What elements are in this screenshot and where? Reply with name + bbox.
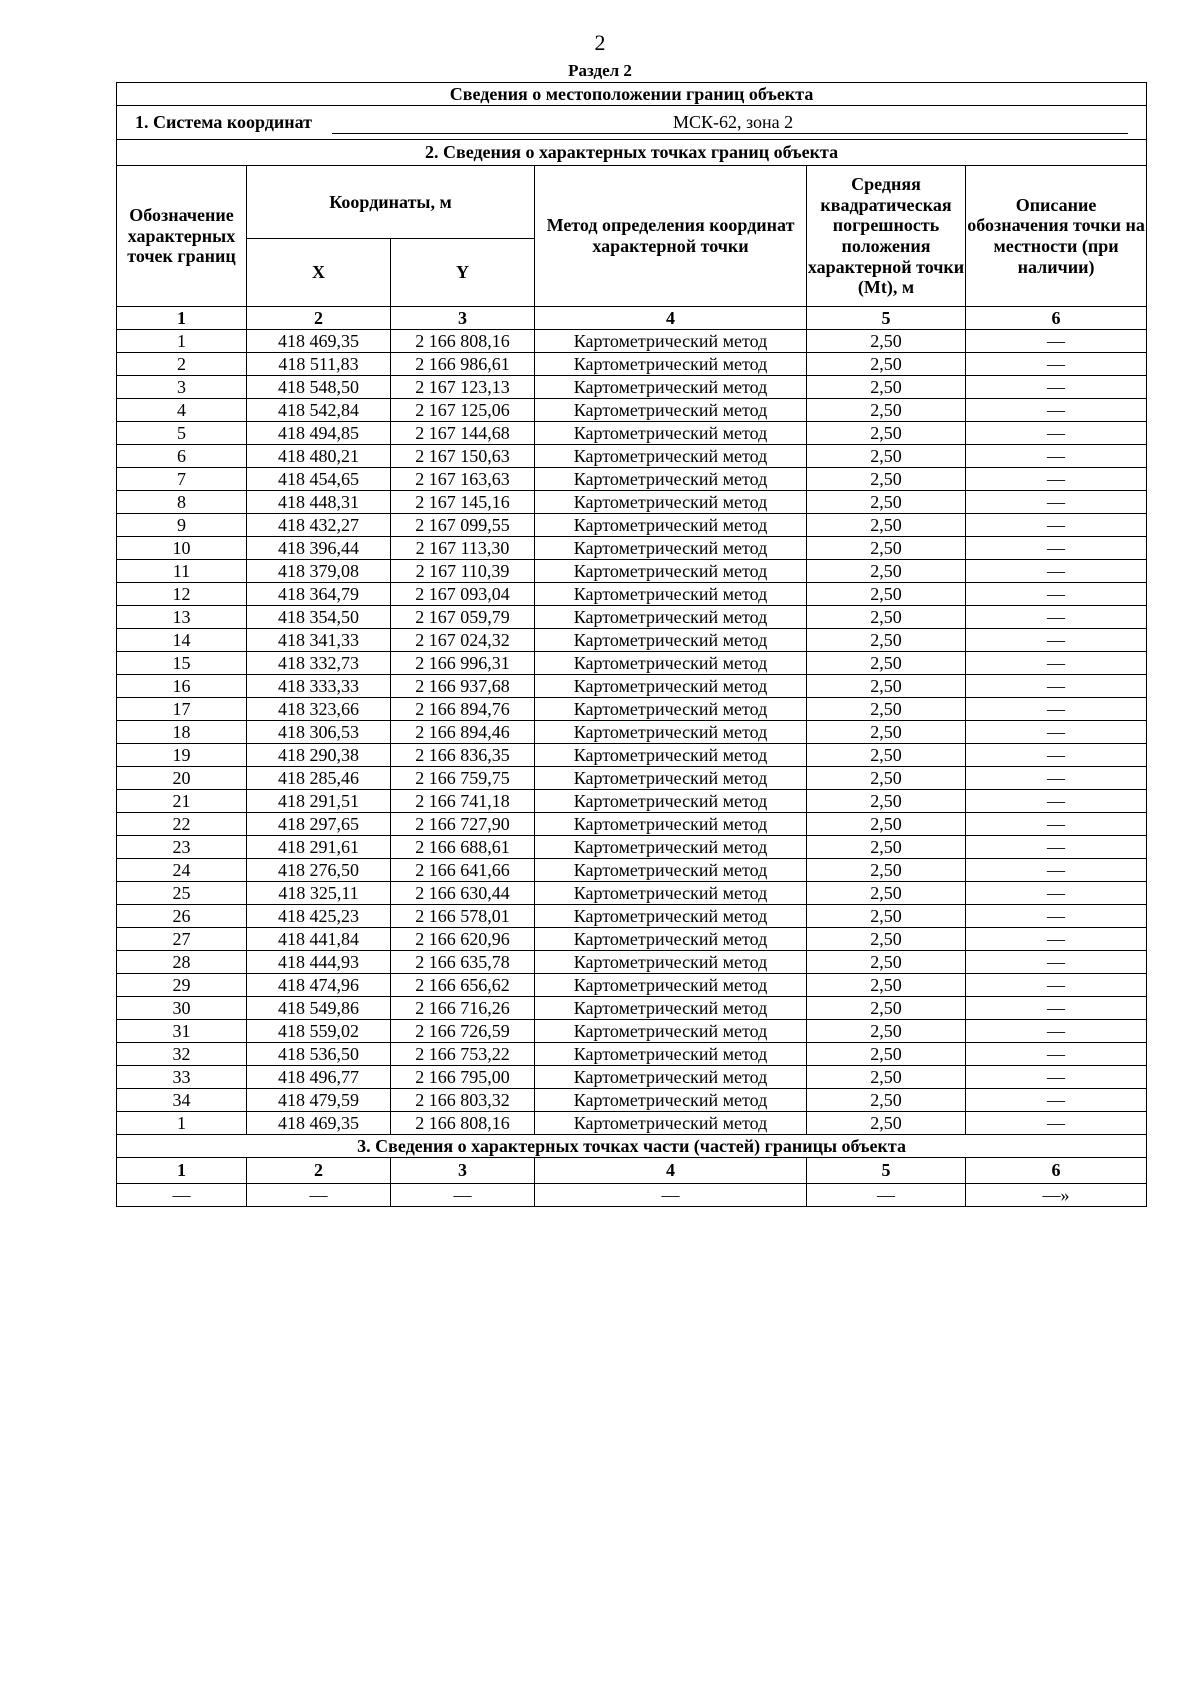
point-y: 2 167 059,79 xyxy=(391,606,535,629)
col-coords-header: Координаты, м xyxy=(247,166,535,239)
point-x: 418 469,35 xyxy=(247,330,391,353)
point-method: Картометрический метод xyxy=(535,560,807,583)
point-x: 418 306,53 xyxy=(247,721,391,744)
point-method: Картометрический метод xyxy=(535,859,807,882)
point-x: 418 536,50 xyxy=(247,1043,391,1066)
part-cell: —» xyxy=(966,1184,1147,1207)
point-y: 2 167 125,06 xyxy=(391,399,535,422)
table-row xyxy=(117,951,1147,974)
point-method: Картометрический метод xyxy=(535,767,807,790)
col-method-header: Метод определения координат характерной точки xyxy=(535,166,807,307)
column-number: 6 xyxy=(966,1158,1147,1184)
point-x: 418 332,73 xyxy=(247,652,391,675)
point-method: Картометрический метод xyxy=(535,445,807,468)
point-mt: 2,50 xyxy=(807,1089,966,1112)
point-number: 8 xyxy=(117,491,247,514)
point-y: 2 166 688,61 xyxy=(391,836,535,859)
point-method: Картометрический метод xyxy=(535,514,807,537)
point-number: 32 xyxy=(117,1043,247,1066)
point-y: 2 166 727,90 xyxy=(391,813,535,836)
point-method: Картометрический метод xyxy=(535,675,807,698)
point-description: — xyxy=(966,882,1147,905)
table-row xyxy=(117,997,1147,1020)
point-x: 418 432,27 xyxy=(247,514,391,537)
point-number: 7 xyxy=(117,468,247,491)
point-number: 2 xyxy=(117,353,247,376)
point-description: — xyxy=(966,859,1147,882)
point-description: — xyxy=(966,905,1147,928)
point-number: 30 xyxy=(117,997,247,1020)
col-y-header: Y xyxy=(391,239,535,307)
point-y: 2 166 620,96 xyxy=(391,928,535,951)
point-description: — xyxy=(966,445,1147,468)
point-y: 2 167 145,16 xyxy=(391,491,535,514)
point-mt: 2,50 xyxy=(807,583,966,606)
point-y: 2 166 795,00 xyxy=(391,1066,535,1089)
point-number: 27 xyxy=(117,928,247,951)
point-method: Картометрический метод xyxy=(535,1043,807,1066)
point-description: — xyxy=(966,767,1147,790)
point-mt: 2,50 xyxy=(807,491,966,514)
point-number: 33 xyxy=(117,1066,247,1089)
table-row xyxy=(117,468,1147,491)
point-method: Картометрический метод xyxy=(535,721,807,744)
column-numbers-row xyxy=(117,307,1147,330)
table-header: Сведения о местоположении границ объекта xyxy=(117,83,1147,106)
point-mt: 2,50 xyxy=(807,928,966,951)
point-x: 418 354,50 xyxy=(247,606,391,629)
subsection-2-title: 2. Сведения о характерных точках границ объекта xyxy=(117,140,1147,166)
point-x: 418 479,59 xyxy=(247,1089,391,1112)
point-x: 418 494,85 xyxy=(247,422,391,445)
point-mt: 2,50 xyxy=(807,1043,966,1066)
table-row xyxy=(117,882,1147,905)
point-number: 29 xyxy=(117,974,247,997)
point-y: 2 166 894,76 xyxy=(391,698,535,721)
point-description: — xyxy=(966,330,1147,353)
part-cell: — xyxy=(247,1184,391,1207)
point-method: Картометрический метод xyxy=(535,1066,807,1089)
point-number: 11 xyxy=(117,560,247,583)
section-title: Раздел 2 xyxy=(568,61,632,80)
point-method: Картометрический метод xyxy=(535,790,807,813)
point-mt: 2,50 xyxy=(807,997,966,1020)
point-description: — xyxy=(966,514,1147,537)
column-number: 3 xyxy=(391,1158,535,1184)
point-description: — xyxy=(966,1089,1147,1112)
point-number: 20 xyxy=(117,767,247,790)
point-x: 418 559,02 xyxy=(247,1020,391,1043)
point-y: 2 167 113,30 xyxy=(391,537,535,560)
point-method: Картометрический метод xyxy=(535,330,807,353)
point-x: 418 469,35 xyxy=(247,1112,391,1135)
subsection-3-title: 3. Сведения о характерных точках части (частей) границы объекта xyxy=(117,1135,1147,1158)
point-x: 418 496,77 xyxy=(247,1066,391,1089)
point-description: — xyxy=(966,951,1147,974)
point-mt: 2,50 xyxy=(807,353,966,376)
point-x: 418 341,33 xyxy=(247,629,391,652)
column-number: 2 xyxy=(247,1158,391,1184)
point-mt: 2,50 xyxy=(807,560,966,583)
point-number: 19 xyxy=(117,744,247,767)
point-mt: 2,50 xyxy=(807,974,966,997)
point-x: 418 549,86 xyxy=(247,997,391,1020)
point-x: 418 542,84 xyxy=(247,399,391,422)
point-x: 418 425,23 xyxy=(247,905,391,928)
point-mt: 2,50 xyxy=(807,399,966,422)
point-y: 2 166 726,59 xyxy=(391,1020,535,1043)
point-x: 418 379,08 xyxy=(247,560,391,583)
point-number: 12 xyxy=(117,583,247,606)
point-y: 2 167 099,55 xyxy=(391,514,535,537)
point-number: 4 xyxy=(117,399,247,422)
point-number: 9 xyxy=(117,514,247,537)
point-description: — xyxy=(966,997,1147,1020)
column-number: 1 xyxy=(117,1158,247,1184)
col-error-header: Средняя квадратическая погрешность положения характерной точки (Mt), м xyxy=(807,166,966,307)
point-mt: 2,50 xyxy=(807,859,966,882)
table-row xyxy=(117,583,1147,606)
point-method: Картометрический метод xyxy=(535,353,807,376)
point-mt: 2,50 xyxy=(807,606,966,629)
point-mt: 2,50 xyxy=(807,951,966,974)
point-number: 3 xyxy=(117,376,247,399)
point-x: 418 396,44 xyxy=(247,537,391,560)
point-method: Картометрический метод xyxy=(535,744,807,767)
point-mt: 2,50 xyxy=(807,468,966,491)
point-mt: 2,50 xyxy=(807,1020,966,1043)
table-row xyxy=(117,675,1147,698)
point-y: 2 166 578,01 xyxy=(391,905,535,928)
table-row xyxy=(117,330,1147,353)
point-mt: 2,50 xyxy=(807,698,966,721)
point-number: 10 xyxy=(117,537,247,560)
point-number: 15 xyxy=(117,652,247,675)
point-description: — xyxy=(966,675,1147,698)
point-method: Картометрический метод xyxy=(535,951,807,974)
table-row xyxy=(117,514,1147,537)
point-method: Картометрический метод xyxy=(535,606,807,629)
table-row xyxy=(117,859,1147,882)
point-number: 22 xyxy=(117,813,247,836)
part-cell: — xyxy=(117,1184,247,1207)
point-y: 2 167 163,63 xyxy=(391,468,535,491)
point-x: 418 325,11 xyxy=(247,882,391,905)
col-x-header: X xyxy=(247,239,391,307)
table-row xyxy=(117,422,1147,445)
column-number: 4 xyxy=(535,1158,807,1184)
point-y: 2 167 093,04 xyxy=(391,583,535,606)
point-method: Картометрический метод xyxy=(535,905,807,928)
point-method: Картометрический метод xyxy=(535,974,807,997)
point-mt: 2,50 xyxy=(807,813,966,836)
part-row xyxy=(117,1184,1147,1207)
point-method: Картометрический метод xyxy=(535,698,807,721)
table-row xyxy=(117,376,1147,399)
table-row xyxy=(117,721,1147,744)
table-row xyxy=(117,560,1147,583)
table-row xyxy=(117,767,1147,790)
point-mt: 2,50 xyxy=(807,376,966,399)
point-number: 23 xyxy=(117,836,247,859)
point-y: 2 166 741,18 xyxy=(391,790,535,813)
point-description: — xyxy=(966,813,1147,836)
point-y: 2 167 123,13 xyxy=(391,376,535,399)
point-description: — xyxy=(966,560,1147,583)
point-number: 28 xyxy=(117,951,247,974)
point-mt: 2,50 xyxy=(807,790,966,813)
point-number: 21 xyxy=(117,790,247,813)
point-description: — xyxy=(966,721,1147,744)
point-y: 2 166 808,16 xyxy=(391,1112,535,1135)
column-number: 2 xyxy=(247,307,391,330)
point-mt: 2,50 xyxy=(807,652,966,675)
point-method: Картометрический метод xyxy=(535,928,807,951)
table-row xyxy=(117,445,1147,468)
point-number: 18 xyxy=(117,721,247,744)
point-method: Картометрический метод xyxy=(535,813,807,836)
point-method: Картометрический метод xyxy=(535,376,807,399)
point-x: 418 364,79 xyxy=(247,583,391,606)
point-number: 26 xyxy=(117,905,247,928)
table-row xyxy=(117,928,1147,951)
column-number: 5 xyxy=(807,307,966,330)
point-y: 2 167 150,63 xyxy=(391,445,535,468)
point-x: 418 448,31 xyxy=(247,491,391,514)
point-description: — xyxy=(966,790,1147,813)
point-method: Картометрический метод xyxy=(535,537,807,560)
point-y: 2 167 110,39 xyxy=(391,560,535,583)
table-row xyxy=(117,606,1147,629)
point-x: 418 548,50 xyxy=(247,376,391,399)
point-description: — xyxy=(966,422,1147,445)
point-x: 418 291,61 xyxy=(247,836,391,859)
table-row xyxy=(117,353,1147,376)
point-number: 14 xyxy=(117,629,247,652)
table-row xyxy=(117,491,1147,514)
point-x: 418 285,46 xyxy=(247,767,391,790)
point-method: Картометрический метод xyxy=(535,652,807,675)
point-mt: 2,50 xyxy=(807,330,966,353)
point-x: 418 441,84 xyxy=(247,928,391,951)
column-number: 5 xyxy=(807,1158,966,1184)
col-description-header: Описание обозначения точки на местности (при наличии) xyxy=(966,166,1147,307)
point-method: Картометрический метод xyxy=(535,1020,807,1043)
column-number: 1 xyxy=(117,307,247,330)
coordinate-system-value: МСК-62, зона 2 xyxy=(332,111,1128,134)
table-row xyxy=(117,399,1147,422)
point-x: 418 474,96 xyxy=(247,974,391,997)
point-method: Картометрический метод xyxy=(535,1089,807,1112)
point-mt: 2,50 xyxy=(807,905,966,928)
part-column-numbers-row xyxy=(117,1158,1147,1184)
point-method: Картометрический метод xyxy=(535,399,807,422)
column-number: 3 xyxy=(391,307,535,330)
point-method: Картометрический метод xyxy=(535,1112,807,1135)
point-number: 1 xyxy=(117,330,247,353)
table-row xyxy=(117,813,1147,836)
point-description: — xyxy=(966,836,1147,859)
point-x: 418 290,38 xyxy=(247,744,391,767)
point-method: Картометрический метод xyxy=(535,422,807,445)
point-y: 2 167 024,32 xyxy=(391,629,535,652)
point-y: 2 166 937,68 xyxy=(391,675,535,698)
point-description: — xyxy=(966,606,1147,629)
part-cell: — xyxy=(807,1184,966,1207)
table-row xyxy=(117,744,1147,767)
point-mt: 2,50 xyxy=(807,629,966,652)
point-mt: 2,50 xyxy=(807,744,966,767)
point-description: — xyxy=(966,652,1147,675)
point-y: 2 166 630,44 xyxy=(391,882,535,905)
point-method: Картометрический метод xyxy=(535,583,807,606)
table-row xyxy=(117,537,1147,560)
table-row xyxy=(117,1043,1147,1066)
point-x: 418 333,33 xyxy=(247,675,391,698)
point-number: 6 xyxy=(117,445,247,468)
table-row xyxy=(117,698,1147,721)
point-mt: 2,50 xyxy=(807,675,966,698)
point-description: — xyxy=(966,491,1147,514)
point-description: — xyxy=(966,1112,1147,1135)
point-number: 16 xyxy=(117,675,247,698)
point-method: Картометрический метод xyxy=(535,491,807,514)
col-designation-header: Обозначение характерных точек границ xyxy=(117,166,247,307)
coordinate-system-row xyxy=(117,106,1147,140)
point-method: Картометрический метод xyxy=(535,882,807,905)
point-method: Картометрический метод xyxy=(535,836,807,859)
point-number: 34 xyxy=(117,1089,247,1112)
point-description: — xyxy=(966,629,1147,652)
point-number: 24 xyxy=(117,859,247,882)
boundary-table xyxy=(116,82,1147,1207)
point-description: — xyxy=(966,468,1147,491)
table-row xyxy=(117,1112,1147,1135)
point-mt: 2,50 xyxy=(807,445,966,468)
table-row xyxy=(117,790,1147,813)
point-y: 2 166 641,66 xyxy=(391,859,535,882)
point-description: — xyxy=(966,399,1147,422)
point-y: 2 166 716,26 xyxy=(391,997,535,1020)
point-mt: 2,50 xyxy=(807,422,966,445)
point-description: — xyxy=(966,353,1147,376)
point-mt: 2,50 xyxy=(807,1066,966,1089)
point-description: — xyxy=(966,1020,1147,1043)
point-mt: 2,50 xyxy=(807,514,966,537)
point-y: 2 166 635,78 xyxy=(391,951,535,974)
coordinate-system-label: 1. Система координат xyxy=(135,112,313,132)
table-row xyxy=(117,836,1147,859)
column-number: 4 xyxy=(535,307,807,330)
point-y: 2 167 144,68 xyxy=(391,422,535,445)
point-description: — xyxy=(966,1066,1147,1089)
point-x: 418 323,66 xyxy=(247,698,391,721)
point-number: 1 xyxy=(117,1112,247,1135)
point-y: 2 166 803,32 xyxy=(391,1089,535,1112)
point-x: 418 480,21 xyxy=(247,445,391,468)
part-cell: — xyxy=(535,1184,807,1207)
point-number: 13 xyxy=(117,606,247,629)
table-row xyxy=(117,652,1147,675)
point-method: Картометрический метод xyxy=(535,468,807,491)
point-description: — xyxy=(966,744,1147,767)
point-y: 2 166 996,31 xyxy=(391,652,535,675)
point-x: 418 444,93 xyxy=(247,951,391,974)
point-number: 5 xyxy=(117,422,247,445)
point-x: 418 297,65 xyxy=(247,813,391,836)
point-x: 418 276,50 xyxy=(247,859,391,882)
table-row xyxy=(117,1089,1147,1112)
point-description: — xyxy=(966,974,1147,997)
table-row xyxy=(117,1020,1147,1043)
point-x: 418 454,65 xyxy=(247,468,391,491)
point-method: Картометрический метод xyxy=(535,629,807,652)
page-number: 2 xyxy=(594,30,606,55)
part-cell: — xyxy=(391,1184,535,1207)
point-method: Картометрический метод xyxy=(535,997,807,1020)
point-description: — xyxy=(966,583,1147,606)
point-y: 2 166 894,46 xyxy=(391,721,535,744)
table-row xyxy=(117,629,1147,652)
point-x: 418 511,83 xyxy=(247,353,391,376)
point-mt: 2,50 xyxy=(807,836,966,859)
point-y: 2 166 836,35 xyxy=(391,744,535,767)
point-y: 2 166 759,75 xyxy=(391,767,535,790)
point-number: 17 xyxy=(117,698,247,721)
point-mt: 2,50 xyxy=(807,1112,966,1135)
table-row xyxy=(117,1066,1147,1089)
point-y: 2 166 656,62 xyxy=(391,974,535,997)
point-mt: 2,50 xyxy=(807,767,966,790)
point-number: 25 xyxy=(117,882,247,905)
column-number: 6 xyxy=(966,307,1147,330)
point-mt: 2,50 xyxy=(807,882,966,905)
point-y: 2 166 986,61 xyxy=(391,353,535,376)
point-description: — xyxy=(966,537,1147,560)
point-mt: 2,50 xyxy=(807,721,966,744)
table-row xyxy=(117,905,1147,928)
table-row xyxy=(117,974,1147,997)
point-y: 2 166 808,16 xyxy=(391,330,535,353)
point-y: 2 166 753,22 xyxy=(391,1043,535,1066)
point-description: — xyxy=(966,928,1147,951)
point-number: 31 xyxy=(117,1020,247,1043)
point-description: — xyxy=(966,1043,1147,1066)
point-x: 418 291,51 xyxy=(247,790,391,813)
point-description: — xyxy=(966,698,1147,721)
point-mt: 2,50 xyxy=(807,537,966,560)
point-description: — xyxy=(966,376,1147,399)
